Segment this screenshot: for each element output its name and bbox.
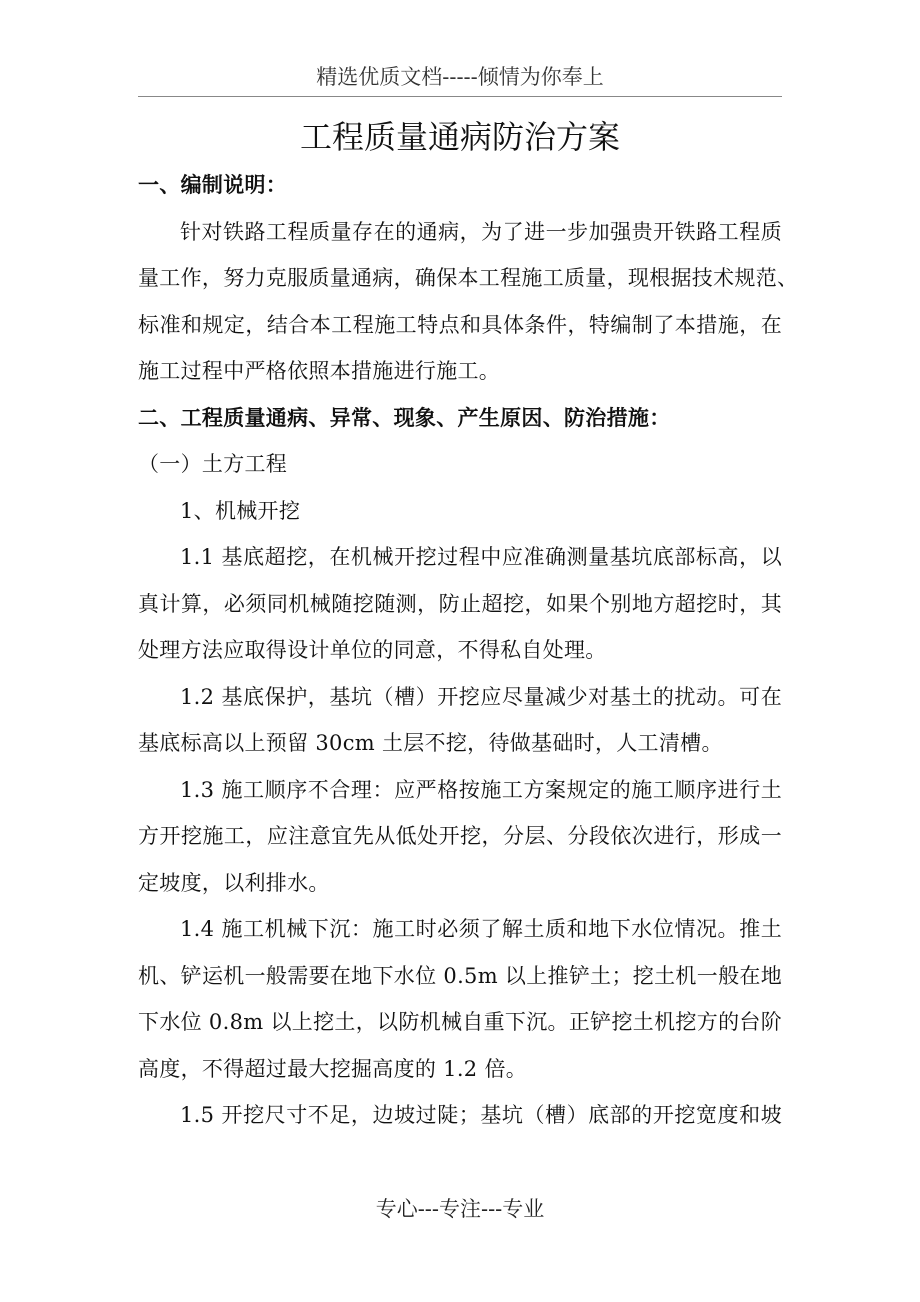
section-heading: 二、工程质量通病、异常、现象、产生原因、防治措施： [138, 404, 671, 430]
paragraph-line: 1.2 基底保护，基坑（槽）开挖应尽量减少对基土的扰动。可在 [180, 684, 782, 709]
paragraph-line: 机、铲运机一般需要在地下水位 0.5m 以上推铲土；挖土机一般在地 [138, 963, 782, 988]
paragraph-line: 1.3 施工顺序不合理：应严格按施工方案规定的施工顺序进行土 [180, 777, 782, 802]
paragraph-line: 标准和规定，结合本工程施工特点和具体条件，特编制了本措施，在 [138, 312, 782, 337]
paragraph-line: 下水位 0.8m 以上挖土，以防机械自重下沉。正铲挖土机挖方的台阶 [138, 1010, 782, 1034]
page-header: 精选优质文档-----倾情为你奉上 [316, 65, 604, 89]
paragraph-line: 1.5 开挖尺寸不足，边坡过陡；基坑（槽）底部的开挖宽度和坡 [180, 1103, 782, 1127]
paragraph-line: 高度，不得超过最大挖掘高度的 1.2 倍。 [138, 1056, 528, 1081]
paragraph-line: 基底标高以上预留 30cm 土层不挖，待做基础时，人工清槽。 [138, 731, 723, 755]
paragraph-line: （一）土方工程 [138, 452, 288, 476]
paragraph-line: 1.1 基底超挖，在机械开挖过程中应准确测量基坑底部标高，以 [180, 545, 782, 569]
paragraph-line: 真计算，必须同机械随挖随测，防止超挖，如果个别地方超挖时，其 [138, 591, 782, 616]
paragraph-line: 处理方法应取得设计单位的同意，不得私自处理。 [138, 638, 607, 662]
paragraph-line: 1、机械开挖 [180, 498, 301, 523]
section-heading: 一、编制说明： [138, 172, 288, 197]
paragraph-line: 施工过程中严格依照本措施进行施工。 [138, 359, 501, 383]
paragraph-line: 1.4 施工机械下沉：施工时必须了解土质和地下水位情况。推土 [180, 917, 782, 941]
paragraph-line: 针对铁路工程质量存在的通病，为了进一步加强贵开铁路工程质 [180, 219, 782, 244]
paragraph-line: 量工作，努力克服质量通病，确保本工程施工质量，现根据技术规范、 [138, 266, 799, 290]
page-footer: 专心---专注---专业 [375, 1197, 545, 1221]
document-title: 工程质量通病防治方案 [299, 118, 620, 156]
header-divider [138, 96, 782, 97]
paragraph-line: 定坡度，以利排水。 [138, 870, 330, 895]
document-body [138, 162, 799, 1139]
paragraph-line: 方开挖施工，应注意宜先从低处开挖，分层、分段依次进行，形成一 [138, 824, 782, 848]
